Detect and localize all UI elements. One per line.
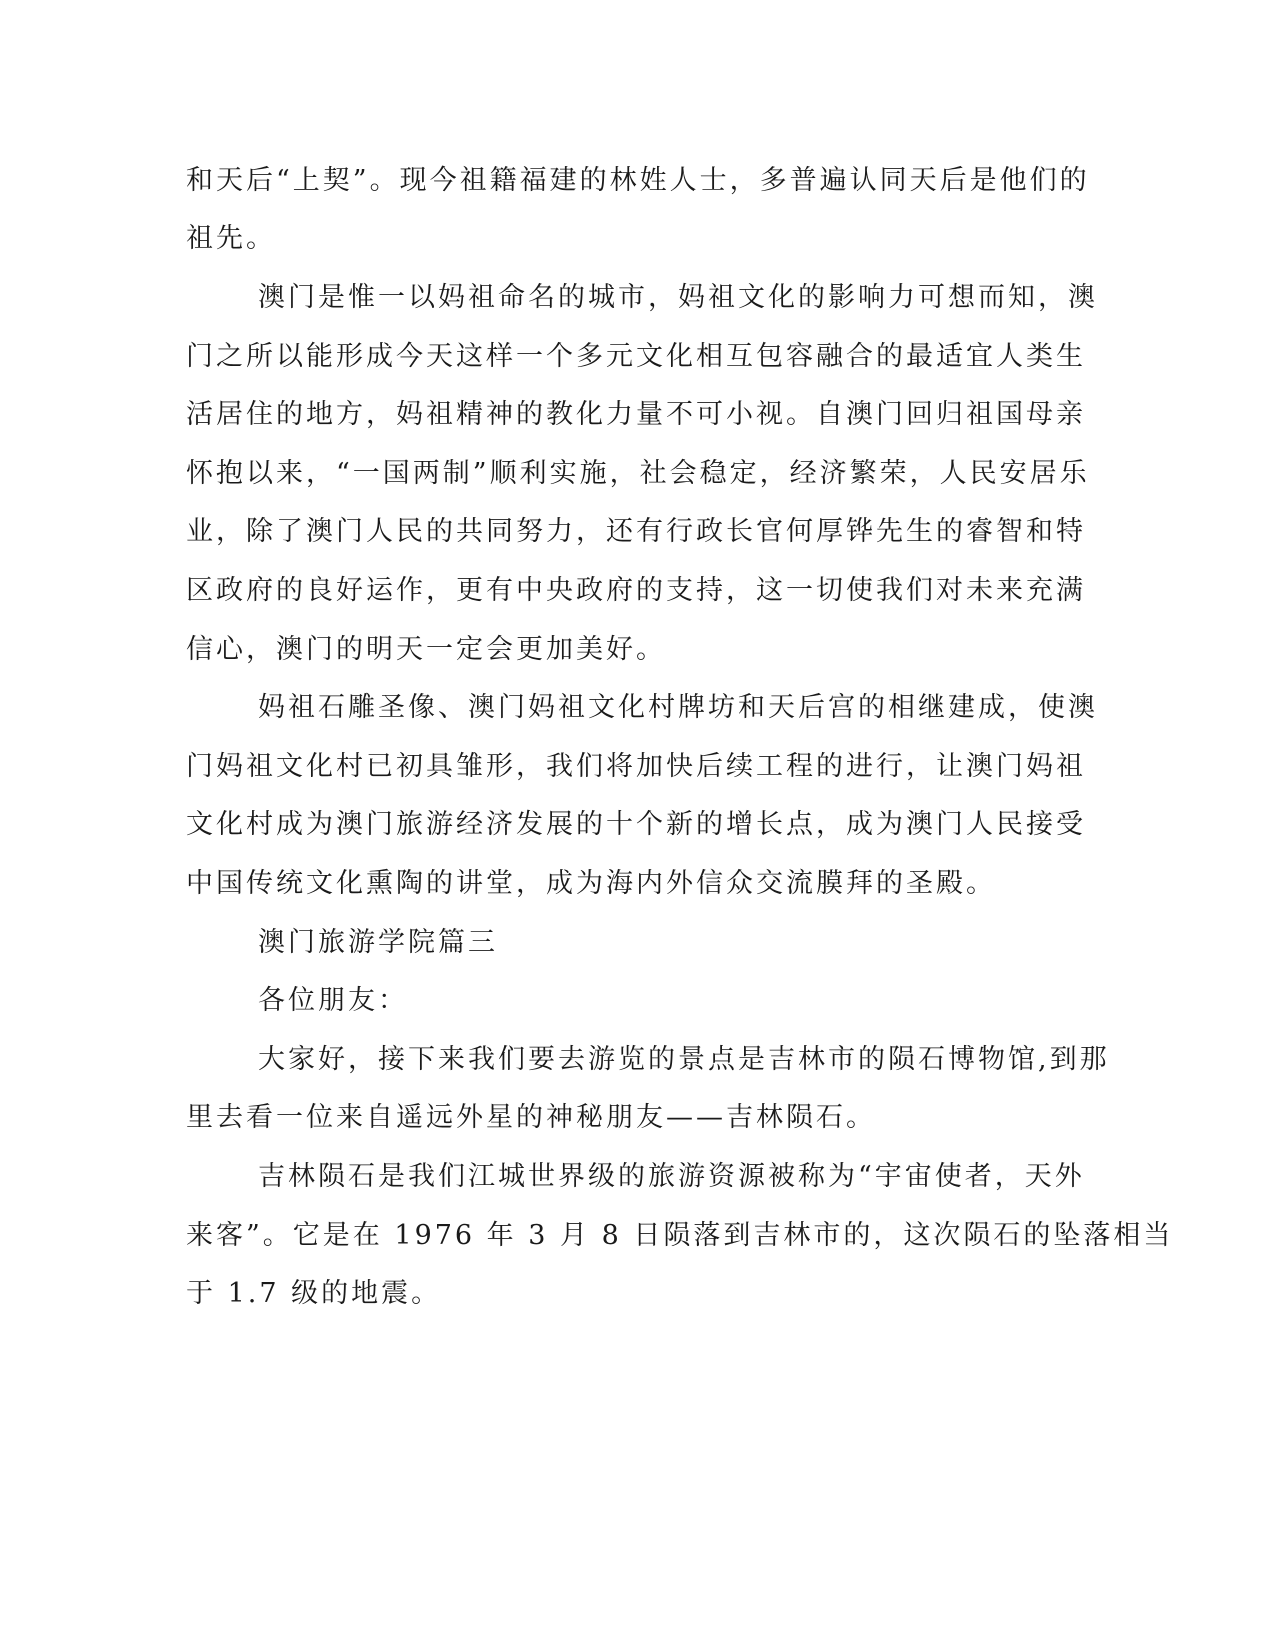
section-heading: 澳门旅游学院篇三 (258, 927, 498, 958)
text-line: 于 1.7 级的地震。 (186, 1278, 442, 1309)
text-line: 中国传统文化熏陶的讲堂，成为海内外信众交流膜拜的圣殿。 (186, 868, 996, 899)
text-line: 怀抱以来，“一国两制”顺利实施，社会稳定，经济繁荣，人民安居乐 (186, 458, 1090, 489)
text-line: 业，除了澳门人民的共同努力，还有行政长官何厚铧先生的睿智和特 (186, 516, 1086, 547)
paragraph-start-line: 吉林陨石是我们江城世界级的旅游资源被称为“宇宙使者，天外 (258, 1161, 1085, 1192)
paragraph-start-line: 澳门是惟一以妈祖命名的城市，妈祖文化的影响力可想而知，澳 (258, 282, 1098, 313)
text-line: 活居住的地方，妈祖精神的教化力量不可小视。自澳门回归祖国母亲 (186, 399, 1086, 430)
text-line: 祖先。 (186, 223, 276, 254)
text-line: 区政府的良好运作，更有中央政府的支持，这一切使我们对未来充满 (186, 575, 1086, 606)
text-line: 门之所以能形成今天这样一个多元文化相互包容融合的最适宜人类生 (186, 341, 1086, 372)
text-line: 文化村成为澳门旅游经济发展的十个新的增长点，成为澳门人民接受 (186, 809, 1086, 840)
paragraph-start-line: 妈祖石雕圣像、澳门妈祖文化村牌坊和天后宫的相继建成，使澳 (258, 692, 1098, 723)
text-line: 来客”。它是在 1976 年 3 月 8 日陨落到吉林市的，这次陨石的坠落相当 (186, 1220, 1174, 1251)
text-line: 信心，澳门的明天一定会更加美好。 (186, 634, 666, 665)
text-line: 和天后“上契”。现今祖籍福建的林姓人士，多普遍认同天后是他们的 (186, 165, 1090, 196)
salutation: 各位朋友： (258, 985, 408, 1016)
paragraph-start-line: 大家好，接下来我们要去游览的景点是吉林市的陨石博物馆,到那 (258, 1044, 1110, 1075)
text-line: 里去看一位来自遥远外星的神秘朋友——吉林陨石。 (186, 1102, 876, 1133)
text-line: 门妈祖文化村已初具雏形，我们将加快后续工程的进行，让澳门妈祖 (186, 751, 1086, 782)
